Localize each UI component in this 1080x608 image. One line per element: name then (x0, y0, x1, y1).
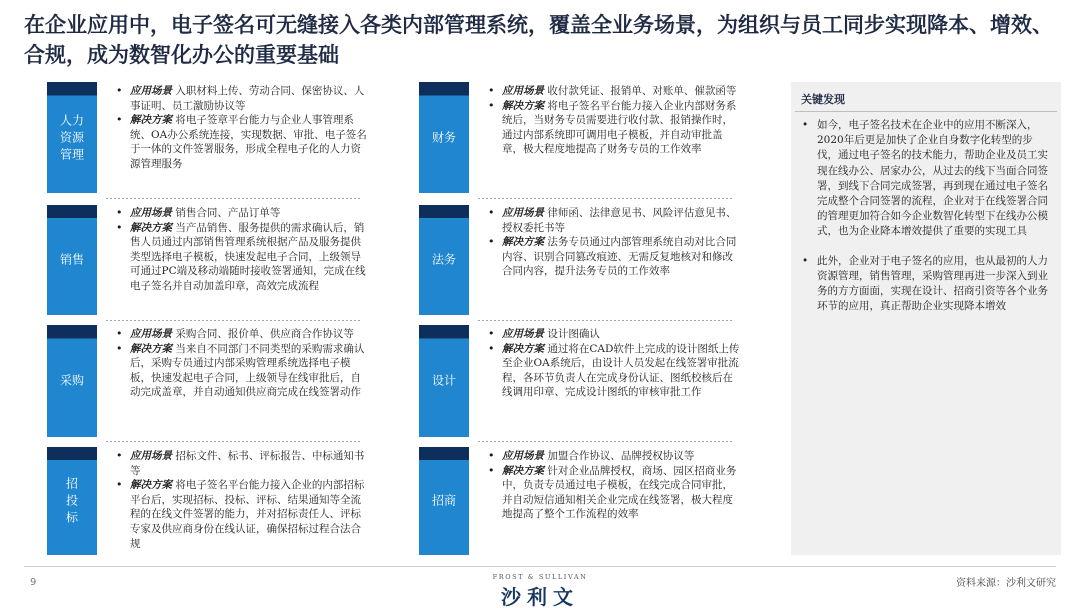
category-box-purchase (47, 325, 97, 437)
solution-item-hr: • 解决方案 将电子签章平台能力与企业人事管理系统、OA办公系统连接，实现数据、审批、电子签名于一体的文件签署服务，形成全程电子化的人力资源管理服务 (114, 113, 370, 171)
category-box-finance (419, 82, 469, 193)
scene-item-investment: • 应用场景 加盟合作协议、品牌授权协议等 (486, 449, 740, 464)
category-label-finance: 财务 (431, 130, 456, 144)
category-label-hr: 人力资源管理 (59, 113, 84, 161)
category-label-sales: 销售 (59, 252, 84, 267)
solution-item-investment: • 解决方案 针对企业品牌授权，商场、园区招商业务中，负责专员通过电子模板，在线完成合同审批，并自动短信通知相关企业完成在线签署，极大程度地提高了整个工作流程的效率 (486, 464, 740, 522)
scene-item-design: • 应用场景 设计图确认 (486, 327, 740, 342)
category-label-purchase: 采购 (59, 373, 84, 388)
bullet-list-bidding (114, 449, 370, 551)
solution-item-sales: • 解决方案 当产品销售、服务提供的需求确认后，销售人员通过内部销售管理系统根据产品及服务提供类型选择电子模板，快速发起电子合同，上级领导可通过PC端及移动端随时接收签署通知，完成在线电子签名并自动加盖印章，高效完成流程 (114, 221, 370, 294)
category-label-bidding: 招投标 (65, 476, 78, 525)
frost-sullivan-logo: 沙利文 (501, 585, 579, 608)
key-finding-item: • 此外，企业对于电子签名的应用，也从最初的人力资源管理，销售管理，采购管理再进一步深入到业务的方方面面，实现在设计、招商引资等各个业务环节的应用，真正帮助企业实现降本增效 (799, 254, 1049, 315)
footer-divider (24, 566, 1056, 567)
category-label-legal: 法务 (431, 252, 456, 267)
key-findings-panel (791, 82, 1061, 555)
scene-item-bidding: • 应用场景 招标文件、标书、评标报告、中标通知书等 (114, 449, 370, 478)
solution-item-purchase: • 解决方案 当来自不同部门不同类型的采购需求确认后，采购专员通过内部采购管理系统选择电子模板，快速发起电子合同，上级领导在线审批后，自动完成盖章，并自动通知供应商完成在线签署动作 (114, 342, 370, 400)
key-findings-divider (795, 111, 1057, 112)
divider-sales (106, 320, 361, 321)
solution-item-finance: • 解决方案 将电子签名平台能力接入企业内部财务系统后，当财务专员需要进行收付款、报销操作时，通过内部系统即可调用电子模板，并自动审批盖章，极大程度地提高了财务专员的工作效率 (486, 99, 740, 157)
key-findings-heading: 关键发现 (801, 93, 845, 106)
divider-legal (478, 320, 733, 321)
bullet-list-investment (486, 449, 740, 522)
category-box-legal (419, 205, 469, 315)
scene-item-sales: • 应用场景 销售合同、产品订单等 (114, 206, 370, 221)
bullet-list-hr (114, 84, 370, 172)
solution-item-design: • 解决方案 通过将在CAD软件上完成的设计图纸上传至企业OA系统后，由设计人员发起在线签署审批流程，各环节负责人在完成身份认证、图纸校核后在线调用印章、完成设计图纸的审核审批工作 (486, 342, 740, 400)
solution-item-legal: • 解决方案 法务专员通过内部管理系统自动对比合同内容、识别合同篡改痕迹、无需反复地核对和修改合同内容，提升法务专员的工作效率 (486, 235, 740, 279)
category-label-investment: 招商 (431, 493, 456, 508)
category-box-bidding (47, 447, 97, 555)
key-finding-item: • 如今，电子签名技术在企业中的应用不断深入，2020年后更是加快了企业自身数字化转型的步伐，通过电子签名的技术能力，帮助企业及员工实现在线办公、居家办公，从过去的线下当面合同签署，到线下合同完成签署，再到现在通过电子签名完成整个合同签署的流程，企业对于在线签署合同的管理更加符合如今企业数智化转型下在线办公模式，也为企业降本增效提供了重要的实现工具 (799, 118, 1049, 240)
bullet-list-purchase (114, 327, 370, 400)
divider-finance (478, 198, 733, 199)
category-box-hr (47, 82, 97, 193)
scene-item-hr: • 应用场景 入职材料上传、劳动合同、保密协议、人事证明、员工激励协议等 (114, 84, 370, 113)
bullet-list-design (486, 327, 740, 400)
divider-purchase (106, 441, 361, 442)
scene-item-legal: • 应用场景 律师函、法律意见书、风险评估意见书、授权委托书等 (486, 206, 740, 235)
source-note: 资料来源：沙利文研究 (956, 578, 1056, 589)
category-box-design (419, 325, 469, 437)
category-box-sales (47, 205, 97, 315)
frost-sullivan-logo-text: FROST & SULLIVAN (492, 573, 588, 581)
solution-item-bidding: • 解决方案 将电子签名平台能力接入企业的内部招标平台后，实现招标、投标、评标、结果通知等全流程的在线文件签署的能力，并对招标责任人、评标专家及供应商身份在线认证，确保招标过程合法合规 (114, 478, 370, 551)
scene-item-purchase: • 应用场景 采购合同、报价单、供应商合作协议等 (114, 327, 370, 342)
bullet-list-sales (114, 206, 370, 294)
scene-item-finance: • 应用场景 收付款凭证、报销单、对账单、催款函等 (486, 84, 740, 99)
divider-design (478, 441, 733, 442)
bullet-list-legal (486, 206, 740, 279)
bullet-list-finance (486, 84, 740, 157)
page-number: 9 (30, 577, 37, 588)
category-label-design: 设计 (431, 373, 456, 388)
key-findings-list (799, 118, 1049, 328)
category-box-investment (419, 447, 469, 555)
divider-hr (106, 198, 361, 199)
page-title: 在企业应用中，电子签名可无缝接入各类内部管理系统，覆盖全业务场景，为组织与员工同步实现降本、增效、合规，成为数智化办公的重要基础 (24, 13, 1053, 67)
